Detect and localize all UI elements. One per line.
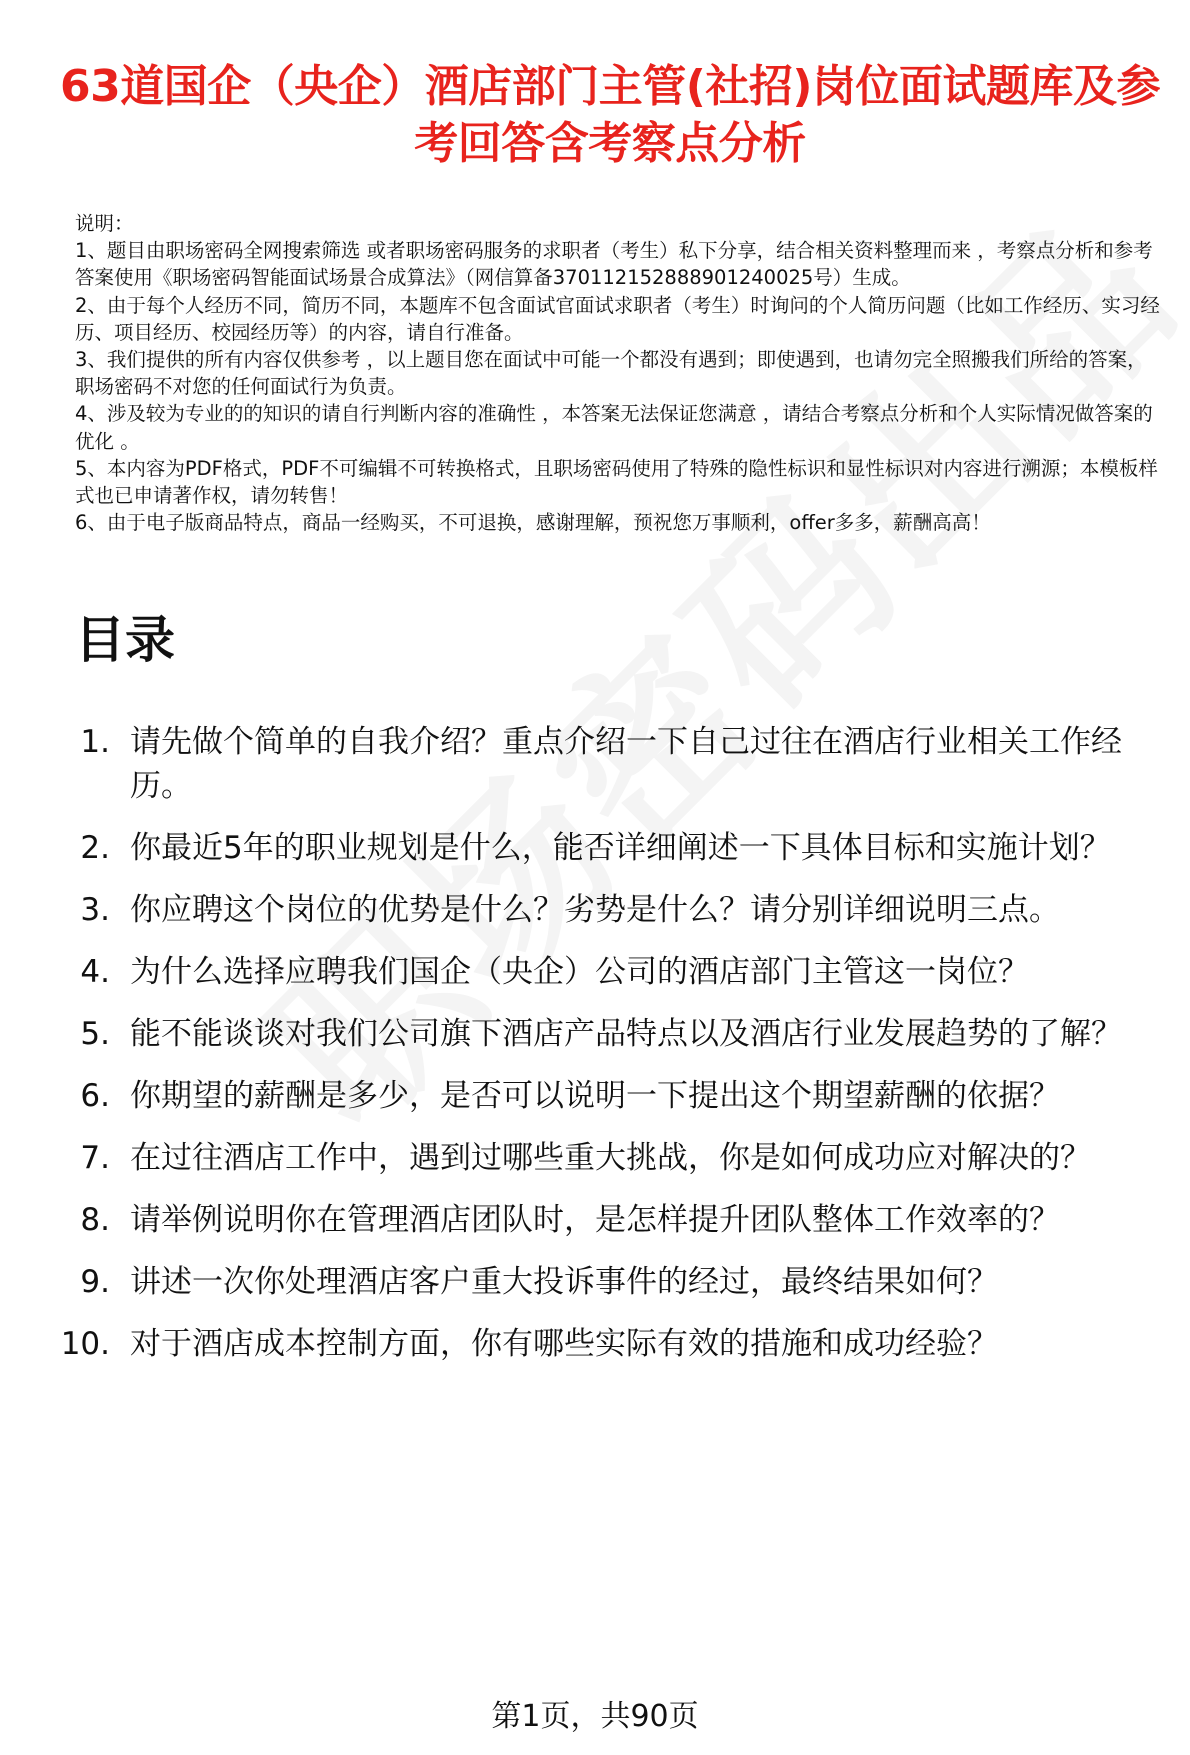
document-title: 63道国企（央企）酒店部门主管(社招)岗位面试题库及参考回答含考察点分析 [60, 61, 1160, 169]
toc-item-number: 6. [80, 1078, 110, 1114]
toc-item[interactable] [0, 1322, 1190, 1366]
note-item: 3、我们提供的所有内容仅供参考 ，以上题目您在面试中可能一个都没有遇到；即使遇到，也请勿完全照搬我们所给的答案，职场密码不对您的任何面试行为负责。 [75, 348, 1147, 399]
toc-item-number: 2. [80, 830, 110, 866]
toc-item-number: 7. [80, 1140, 110, 1176]
page-footer: 第1页，共90页 [491, 1699, 699, 1734]
toc-list [0, 720, 1190, 1384]
toc-item[interactable] [0, 720, 1190, 808]
toc-item[interactable] [0, 888, 1190, 932]
notes-heading: 说明： [75, 212, 134, 235]
note-item: 4、涉及较为专业的的知识的请自行判断内容的准确性 ，本答案无法保证您满意 ，请结合考察点分析和个人实际情况做答案的优化 。 [75, 402, 1153, 453]
toc-item-text: 你期望的薪酬是多少，是否可以说明一下提出这个期望薪酬的依据？ [130, 1078, 1060, 1114]
toc-item[interactable] [0, 1074, 1190, 1118]
toc-item-number: 8. [80, 1202, 110, 1238]
toc-item[interactable] [0, 1198, 1190, 1242]
toc-item-text: 对于酒店成本控制方面，你有哪些实际有效的措施和成功经验？ [130, 1326, 998, 1362]
toc-item[interactable] [0, 826, 1190, 870]
toc-item-text: 讲述一次你处理酒店客户重大投诉事件的经过，最终结果如何？ [130, 1264, 998, 1300]
toc-item[interactable] [0, 1136, 1190, 1180]
toc-item-number: 9. [80, 1264, 110, 1300]
toc-item[interactable] [0, 950, 1190, 994]
toc-item-text: 你应聘这个岗位的优势是什么？劣势是什么？请分别详细说明三点。 [130, 892, 1060, 928]
note-item: 6、由于电子版商品特点，商品一经购买，不可退换，感谢理解，预祝您万事顺利，offer多多，薪酬高高！ [75, 511, 991, 535]
toc-item-number: 1. [80, 724, 110, 760]
note-item: 1、题目由职场密码全网搜索筛选 或者职场密码服务的求职者（考生）私下分享，结合相关资料整理而来 ，考察点分析和参考答案使用《职场密码智能面试场景合成算法》（网信算备370112152888901240025号）生成。 [75, 239, 1153, 290]
toc-item[interactable] [0, 1260, 1190, 1304]
toc-item-number: 10. [60, 1326, 110, 1362]
toc-item-text: 请举例说明你在管理酒店团队时，是怎样提升团队整体工作效率的？ [130, 1202, 1060, 1238]
toc-item-text: 在过往酒店工作中，遇到过哪些重大挑战，你是如何成功应对解决的？ [130, 1140, 1091, 1176]
note-item: 5、本内容为PDF格式，PDF不可编辑不可转换格式，且职场密码使用了特殊的隐性标识和显性标识对内容进行溯源；本模板样式也已申请著作权，请勿转售！ [75, 456, 1158, 508]
notes-section [75, 210, 1165, 536]
toc-item-number: 4. [80, 954, 110, 990]
toc-item[interactable] [0, 1012, 1190, 1056]
toc-item-number: 3. [80, 892, 110, 928]
toc-heading: 目录 [75, 611, 175, 669]
toc-item-text: 你最近5年的职业规划是什么，能否详细阐述一下具体目标和实施计划？ [130, 830, 1111, 866]
toc-item-text: 请先做个简单的自我介绍？重点介绍一下自己过往在酒店行业相关工作经历。 [130, 724, 1122, 804]
note-item: 2、由于每个人经历不同，简历不同，本题库不包含面试官面试求职者（考生）时询问的个人简历问题（比如工作经历、实习经历、项目经历、校园经历等）的内容，请自行准备。 [75, 293, 1160, 344]
toc-item-text: 为什么选择应聘我们国企（央企）公司的酒店部门主管这一岗位？ [130, 954, 1029, 990]
toc-item-text: 能不能谈谈对我们公司旗下酒店产品特点以及酒店行业发展趋势的了解？ [130, 1016, 1122, 1052]
toc-item-number: 5. [80, 1016, 110, 1052]
